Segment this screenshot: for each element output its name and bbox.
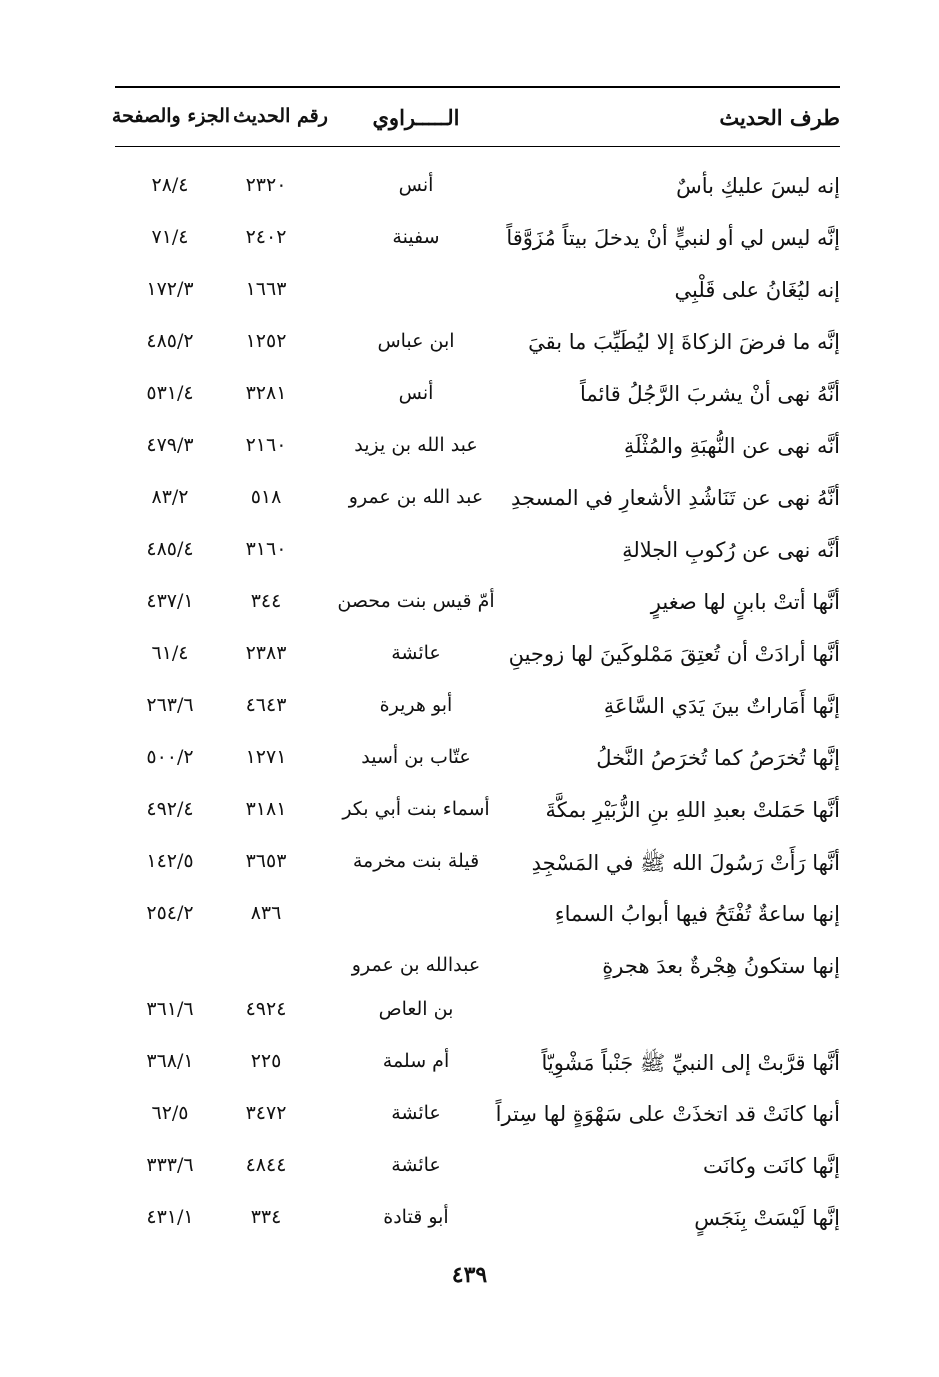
volume-page-cell: ٣٦٨/١	[146, 1050, 194, 1072]
narrator-cell: أبو هريرة	[379, 694, 453, 716]
hadith-cell: أنها كانَتْ قد اتخذَتْ على سَهْوَةٍ لها سِتراً	[495, 1102, 840, 1126]
hadith-cell: إنها ساعةٌ تُفْتَحُ فيها أبوابُ السماءِ	[554, 902, 840, 926]
volume-page-cell: ٤٩٢/٤	[146, 798, 194, 820]
narrator-cell: عبد الله بن يزيد	[354, 434, 478, 456]
volume-page-cell: ٤٨٥/٤	[146, 538, 194, 560]
table-row	[115, 949, 840, 989]
hadith-number-cell: ٣٤٧٢	[245, 1102, 287, 1124]
hadith-cell: أنَّه نهى عن رُكوبِ الجلالةِ	[622, 538, 840, 562]
hadith-cell: إنَّها أَمَاراتٌ بينَ يَدَي السَّاعَةِ	[603, 694, 840, 718]
table-row	[115, 689, 840, 729]
hadith-number-cell: ١٢٥٢	[245, 330, 287, 352]
hadith-number-cell: ٥١٨	[250, 486, 282, 508]
hadith-number-cell: ٤٨٤٤	[245, 1154, 287, 1176]
hadith-cell: إنه ليسَ عليكِ بأسٌ	[676, 174, 840, 198]
header-hadith: طرف الحديث	[719, 105, 840, 130]
hadith-number-cell: ٢٢٥	[250, 1050, 282, 1072]
hadith-cell: أنَّها أرادَتْ أن تُعتِقَ مَمْلوكَينَ لها زوجينِ	[508, 642, 840, 666]
hadith-number-cell: ٢٣٨٣	[245, 642, 287, 664]
table-row	[115, 585, 840, 625]
narrator-cell: ابن عباس	[377, 330, 455, 352]
narrator-cell: أمّ قيس بنت محصن	[337, 590, 495, 612]
narrator-cell: قيلة بنت مخرمة	[352, 850, 480, 872]
hadith-number-cell: ٣١٦٠	[245, 538, 287, 560]
table-row	[115, 1201, 840, 1241]
hadith-number-cell: ٣١٨١	[245, 798, 287, 820]
hadith-number-cell: ٢١٦٠	[245, 434, 287, 456]
table-row	[115, 377, 840, 417]
narrator-cell: عبد الله بن عمرو	[348, 486, 484, 508]
hadith-number-cell: ٣٢٨١	[245, 382, 287, 404]
table-row	[115, 533, 840, 573]
narrator-cell: بن العاص	[378, 998, 454, 1020]
hadith-cell: أنَّهُ نهى عن تَنَاشُدِ الأشعارِ في المسجدِ	[510, 486, 840, 510]
hadith-cell: إنَّه ما فرضَ الزكاةَ إلا ليُطَيِّبَ ما بقيَ	[528, 330, 840, 354]
page-number: ٤٣٩	[451, 1262, 488, 1288]
narrator-cell: أم سلمة	[382, 1050, 450, 1072]
narrator-cell: عائشة	[391, 642, 441, 664]
table-row	[115, 1045, 840, 1085]
hadith-cell: إنها ستكونُ هِجْرةٌ بعدَ هجرةٍ	[602, 954, 840, 978]
header-volume-page: الجزء والصفحة	[111, 105, 231, 127]
narrator-cell: عتّاب بن أسيد	[361, 746, 471, 768]
hadith-number-cell: ٤٩٢٤	[245, 998, 287, 1020]
volume-page-cell: ٢٨/٤	[151, 174, 189, 196]
volume-page-cell: ٤٨٥/٢	[146, 330, 194, 352]
narrator-cell: أنس	[398, 174, 434, 196]
volume-page-cell: ٥٣١/٤	[146, 382, 194, 404]
table-row	[115, 741, 840, 781]
header-narrator: الـــــراوي	[372, 105, 460, 130]
volume-page-cell: ٤٧٩/٣	[146, 434, 194, 456]
table-row	[115, 993, 840, 1033]
volume-page-cell: ٥٠٠/٢	[146, 746, 194, 768]
hadith-cell: إنَّها لَيْسَتْ بِنَجَسٍ	[694, 1206, 840, 1230]
volume-page-cell: ٤٣١/١	[146, 1206, 194, 1228]
table-row	[115, 793, 840, 833]
table-row	[115, 169, 840, 209]
volume-page-cell: ٨٣/٢	[151, 486, 189, 508]
hadith-number-cell: ٨٣٦	[250, 902, 282, 924]
narrator-cell: عائشة	[391, 1154, 441, 1176]
volume-page-cell: ٤٣٧/١	[146, 590, 194, 612]
volume-page-cell: ٢٦٣/٦	[146, 694, 194, 716]
narrator-cell: سفينة	[392, 226, 440, 248]
hadith-cell: إنه ليُغَانُ على قَلْبِي	[674, 278, 840, 302]
hadith-number-cell: ١٢٧١	[245, 746, 287, 768]
hadith-cell: أنَّها رَأَتْ رَسُولَ الله ﷺ في المَسْجِدِ	[531, 851, 840, 875]
volume-page-cell: ٣٣٣/٦	[146, 1154, 194, 1176]
narrator-cell: عبدالله بن عمرو	[351, 954, 481, 976]
hadith-number-cell: ٤٦٤٣	[245, 694, 287, 716]
narrator-cell: أسماء بنت أبي بكر	[342, 798, 490, 820]
table-row	[115, 845, 840, 885]
narrator-cell: عائشة	[391, 1102, 441, 1124]
table-row	[115, 273, 840, 313]
hadith-cell: إنَّها تُخرَصُ كما تُخرَصُ النَّخلُ	[596, 746, 840, 770]
table-row	[115, 897, 840, 937]
volume-page-cell: ١٤٢/٥	[146, 850, 194, 872]
hadith-cell: أنَّها قرَّبتْ إلى النبيِّ ﷺ جَنْباً مَشْوِيّاً	[541, 1051, 840, 1075]
volume-page-cell: ٣٦١/٦	[146, 998, 194, 1020]
hadith-cell: أنَّهُ نهى أنْ يشربَ الرَّجُلُ قائماً	[579, 382, 840, 406]
table-header	[111, 88, 840, 146]
table-row	[115, 637, 840, 677]
table-row	[115, 1149, 840, 1189]
table-row	[115, 429, 840, 469]
hadith-number-cell: ٣٦٥٣	[245, 850, 287, 872]
volume-page-cell: ٦٢/٥	[151, 1102, 189, 1124]
volume-page-cell: ٧١/٤	[151, 226, 189, 248]
hadith-number-cell: ٢٤٠٢	[245, 226, 287, 248]
narrator-cell: أبو قتادة	[383, 1206, 449, 1228]
table-row	[115, 221, 840, 261]
volume-page-cell: ٢٥٤/٢	[146, 902, 194, 924]
table-row	[115, 1097, 840, 1137]
hadith-cell: أنَّها أتتْ بابنٍ لها صغيرٍ	[650, 590, 840, 614]
volume-page-cell: ٦١/٤	[151, 642, 189, 664]
hadith-number-cell: ٣٣٤	[250, 1206, 282, 1228]
hadith-number-cell: ١٦٦٣	[245, 278, 287, 300]
hadith-cell: إنَّها كانَت وكانَت	[703, 1154, 840, 1178]
table-row	[115, 325, 840, 365]
hadith-number-cell: ٣٤٤	[250, 590, 282, 612]
hadith-number-cell: ٢٣٢٠	[245, 174, 287, 196]
table-row	[115, 481, 840, 521]
header-number: رقم الحديث	[233, 105, 328, 127]
volume-page-cell: ١٧٢/٣	[146, 278, 194, 300]
table-body	[115, 147, 840, 1247]
hadith-cell: أنَّها حَمَلتْ بعبدِ اللهِ بنِ الزُّبَيْرِ بمكَّةَ	[545, 798, 840, 822]
index-table	[111, 86, 840, 1247]
hadith-cell: إنَّه ليس لي أو لنبيٍّ أنْ يدخلَ بيتاً مُزَوَّقاً	[506, 226, 840, 250]
narrator-cell: أنس	[398, 382, 434, 404]
hadith-cell: أنَّه نهى عن النُّهبَةِ والمُثْلَةِ	[623, 434, 840, 458]
